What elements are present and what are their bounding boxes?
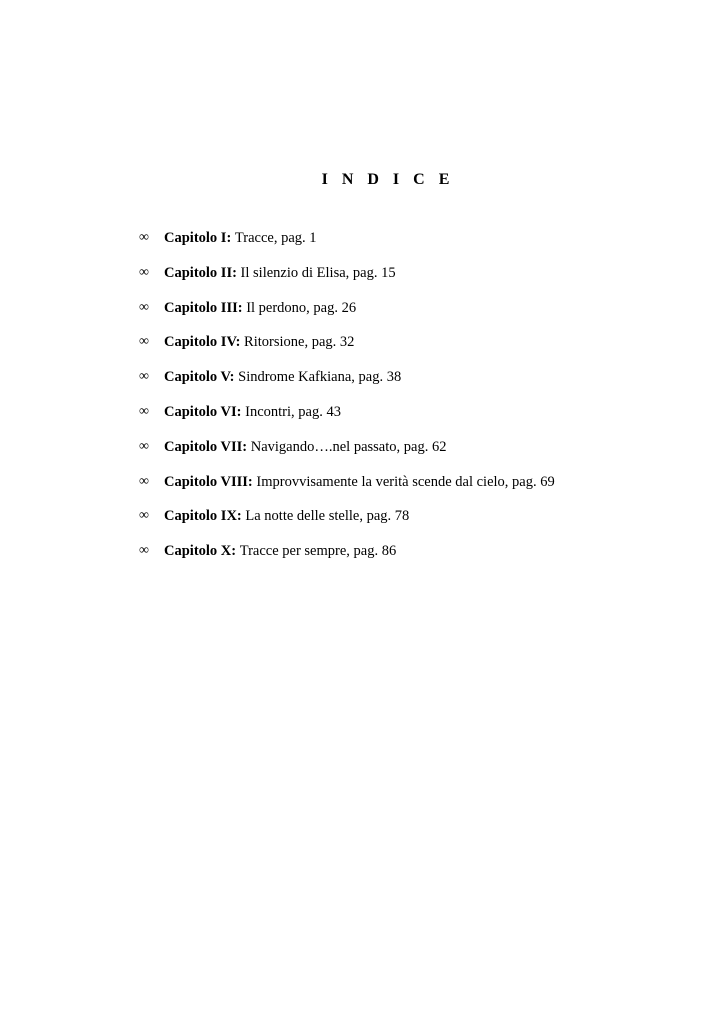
chapter-label: Capitolo IV: — [164, 334, 241, 351]
chapter-label: Capitolo V: — [164, 369, 235, 386]
infinity-bullet-icon: ∞ — [139, 264, 149, 280]
toc-entry — [139, 332, 555, 367]
chapter-title: Ritorsione, pag. 32 — [244, 334, 355, 351]
infinity-bullet-icon: ∞ — [139, 438, 149, 454]
infinity-bullet-icon: ∞ — [139, 369, 149, 385]
infinity-bullet-icon: ∞ — [139, 299, 149, 315]
chapter-title: Il silenzio di Elisa, pag. 15 — [240, 264, 396, 281]
chapter-title: La notte delle stelle, pag. 78 — [245, 508, 410, 525]
chapter-title: Navigando….nel passato, pag. 62 — [250, 438, 447, 455]
chapter-title: Sindrome Kafkiana, pag. 38 — [238, 369, 402, 386]
toc-entry — [139, 298, 555, 333]
chapter-label: Capitolo II: — [164, 264, 237, 281]
chapter-title: Tracce, pag. 1 — [234, 230, 317, 246]
infinity-bullet-icon: ∞ — [139, 508, 149, 524]
toc-entry — [139, 367, 555, 402]
chapter-title: Improvvisamente la verità scende dal cielo, pag. 69 — [256, 473, 555, 490]
chapter-label: Capitolo VI: — [164, 403, 242, 420]
chapter-label: Capitolo VII: — [164, 438, 248, 455]
toc-entry — [139, 506, 555, 541]
chapter-label: Capitolo VIII: — [164, 473, 253, 490]
toc-entry — [139, 472, 555, 507]
infinity-bullet-icon: ∞ — [139, 230, 149, 245]
chapter-label: Capitolo III: — [164, 299, 243, 316]
infinity-bullet-icon: ∞ — [139, 473, 149, 489]
index-title: I N D I C E — [321, 171, 455, 188]
toc-entry — [139, 228, 555, 263]
toc-entry — [139, 541, 555, 576]
chapter-title: Incontri, pag. 43 — [245, 403, 341, 420]
chapter-label: Capitolo X: — [164, 543, 237, 560]
chapter-title: Il perdono, pag. 26 — [246, 299, 357, 316]
infinity-bullet-icon: ∞ — [139, 334, 149, 350]
chapter-label: Capitolo I: — [164, 230, 232, 246]
infinity-bullet-icon: ∞ — [139, 543, 149, 559]
toc-entry — [139, 402, 555, 437]
infinity-bullet-icon: ∞ — [139, 403, 149, 419]
toc-entry — [139, 437, 555, 472]
toc-entry — [139, 263, 555, 298]
chapter-label: Capitolo IX: — [164, 508, 242, 525]
table-of-contents — [139, 228, 555, 576]
chapter-title: Tracce per sempre, pag. 86 — [239, 543, 397, 560]
